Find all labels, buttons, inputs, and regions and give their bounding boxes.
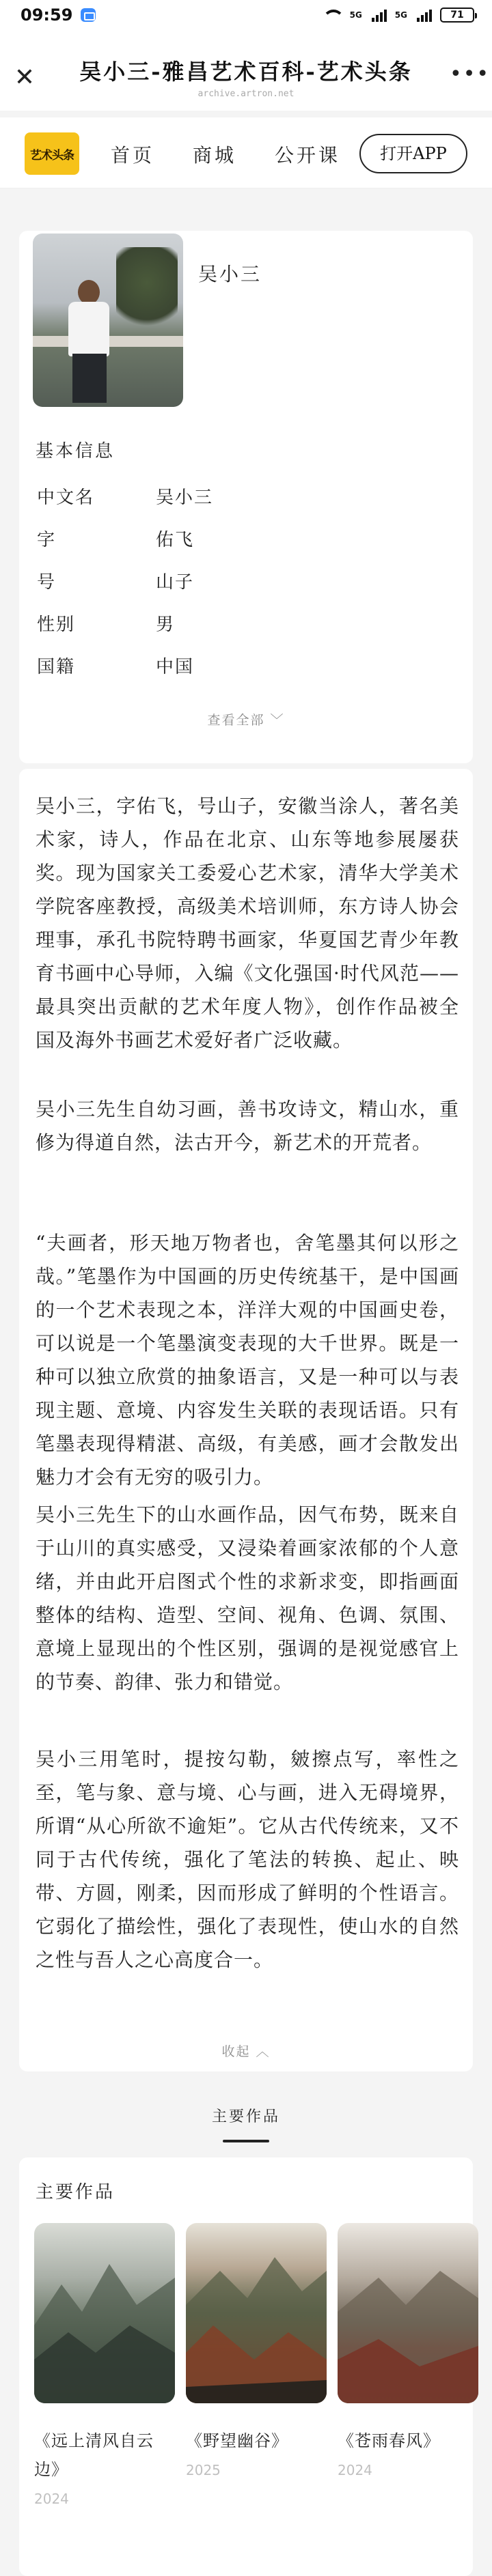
info-value: 山子 xyxy=(156,572,195,593)
tab-indicator xyxy=(223,2140,269,2142)
biography-card xyxy=(19,769,473,2071)
nav-open-course[interactable]: 公开课 xyxy=(275,144,341,167)
nav-shop[interactable]: 商城 xyxy=(193,144,237,167)
logo-text: 艺术头条 xyxy=(30,148,74,162)
info-value: 男 xyxy=(156,614,176,635)
work-thumbnail[interactable] xyxy=(34,2223,175,2403)
basic-info-label: 基本信息 xyxy=(36,441,115,462)
battery-level: 71 xyxy=(450,10,464,20)
bio-paragraph: “夫画者，形天地万物者也，舍笔墨其何以形之哉。”笔墨作为中国画的历史传统基干，是中国画的一个艺术表现之本，洋洋大观的中国画史卷，可以说是一个笔墨演变表现的大千世界。既是一种可以独立欣赏的抽象语言，又是一种可以与表现主题、意境、内容发生关联的表现话语。只有笔墨表现得精湛、高级，有美感，画才会散发出魅力才会有无穷的吸引力。 xyxy=(36,1232,459,1488)
more-options-icon[interactable]: ••• xyxy=(450,62,491,86)
works-section-title: 主要作品 xyxy=(36,2182,115,2203)
work-item[interactable] xyxy=(338,2223,478,2478)
info-value: 吴小三 xyxy=(156,487,214,508)
info-key: 性别 xyxy=(37,614,76,635)
tab-main-works[interactable]: 主要作品 xyxy=(211,2108,280,2125)
work-year: 2025 xyxy=(186,2462,221,2478)
bio-paragraph: 吴小三，字佑飞，号山子，安徽当涂人，著名美术家，诗人，作品在北京、山东等地参展屡获奖。现为国家关工委爱心艺术家，清华大学美术学院客座教授，高级美术培训师，东方诗人协会理事，承孔书院特聘书画家，华夏国艺青少年教育书画中心导师，入编《文化强国·时代风范——最具突出贡献的艺术年度人物》，创作作品被全国及海外书画艺术爱好者广泛收藏。 xyxy=(36,795,459,1051)
basic-info-card xyxy=(19,231,473,763)
collapse-button[interactable]: 收起 ︿ xyxy=(221,2044,271,2059)
artist-name: 吴小三 xyxy=(198,263,262,285)
info-row-nationality xyxy=(37,653,447,680)
work-year: 2024 xyxy=(338,2462,372,2478)
info-value: 中国 xyxy=(156,657,195,677)
work-title: 《野望幽谷》 xyxy=(186,2431,288,2450)
info-key: 中文名 xyxy=(37,487,95,508)
work-item[interactable] xyxy=(186,2223,327,2478)
page-url: archive.artron.net xyxy=(197,89,295,99)
network-type-label: 5G xyxy=(349,10,362,20)
work-year: 2024 xyxy=(34,2491,69,2507)
status-bar xyxy=(0,0,492,30)
info-key: 号 xyxy=(37,572,57,593)
artron-logo[interactable] xyxy=(25,132,79,175)
work-title: 《远上清风自云边》 xyxy=(34,2431,154,2479)
works-card xyxy=(19,2157,473,2576)
work-item[interactable] xyxy=(34,2223,175,2507)
status-right xyxy=(323,8,474,23)
info-key: 字 xyxy=(37,530,57,550)
message-notification-icon xyxy=(81,8,96,22)
battery-icon xyxy=(440,8,474,23)
info-value: 佑飞 xyxy=(156,530,195,550)
work-title: 《苍雨春风》 xyxy=(338,2431,440,2450)
bio-paragraph: 吴小三用笔时，提按勾勒，皴擦点写，率性之至，笔与象、意与境、心与画，进入无碍境界，所谓“从心所欲不逾矩”。它从古代传统来，又不同于古代传统，强化了笔法的转换、起止、映带、方圆，刚柔，因而形成了鲜明的个性语言。它弱化了描绘性，强化了表现性，使山水的自然之性与吾人之心高度合一。 xyxy=(36,1748,459,1971)
info-row-chinese-name xyxy=(37,483,447,511)
nav-bar xyxy=(0,117,492,188)
signal-icon xyxy=(372,8,387,22)
work-thumbnail[interactable] xyxy=(186,2223,327,2403)
info-row-courtesy-name xyxy=(37,526,447,553)
status-left xyxy=(20,5,96,25)
work-thumbnail[interactable] xyxy=(338,2223,478,2403)
open-app-button[interactable]: 打开APP xyxy=(359,134,467,173)
info-row-art-name xyxy=(37,568,447,595)
artist-portrait xyxy=(33,233,183,407)
bio-paragraph: 吴小三先生自幼习画，善书攻诗文，精山水，重修为得道自然，法古开今，新艺术的开荒者。 xyxy=(36,1098,459,1154)
page-title: 吴小三-雅昌艺术百科-艺术头条 xyxy=(79,59,413,85)
info-key: 国籍 xyxy=(37,657,76,677)
network-type-label-2: 5G xyxy=(394,10,407,20)
signal-icon-2 xyxy=(417,8,432,22)
nav-home[interactable]: 首页 xyxy=(111,144,155,167)
wifi-icon xyxy=(323,8,342,22)
close-icon[interactable]: ✕ xyxy=(14,63,36,91)
bio-paragraph: 吴小三先生下的山水画作品，因气布势，既来自于山川的真实感受，又浸染着画家浓郁的个人意绪，并由此开启图式个性的求新求变，即指画面整体的结构、造型、空间、视角、色调、氛围、意境上显现出的个性区别，强调的是视觉感官上的节奏、韵律、张力和错觉。 xyxy=(36,1503,459,1693)
info-row-gender xyxy=(37,610,447,638)
view-all-button[interactable]: 查看全部 ﹀ xyxy=(207,713,285,728)
title-bar xyxy=(0,30,492,111)
status-time: 09:59 xyxy=(20,5,73,25)
